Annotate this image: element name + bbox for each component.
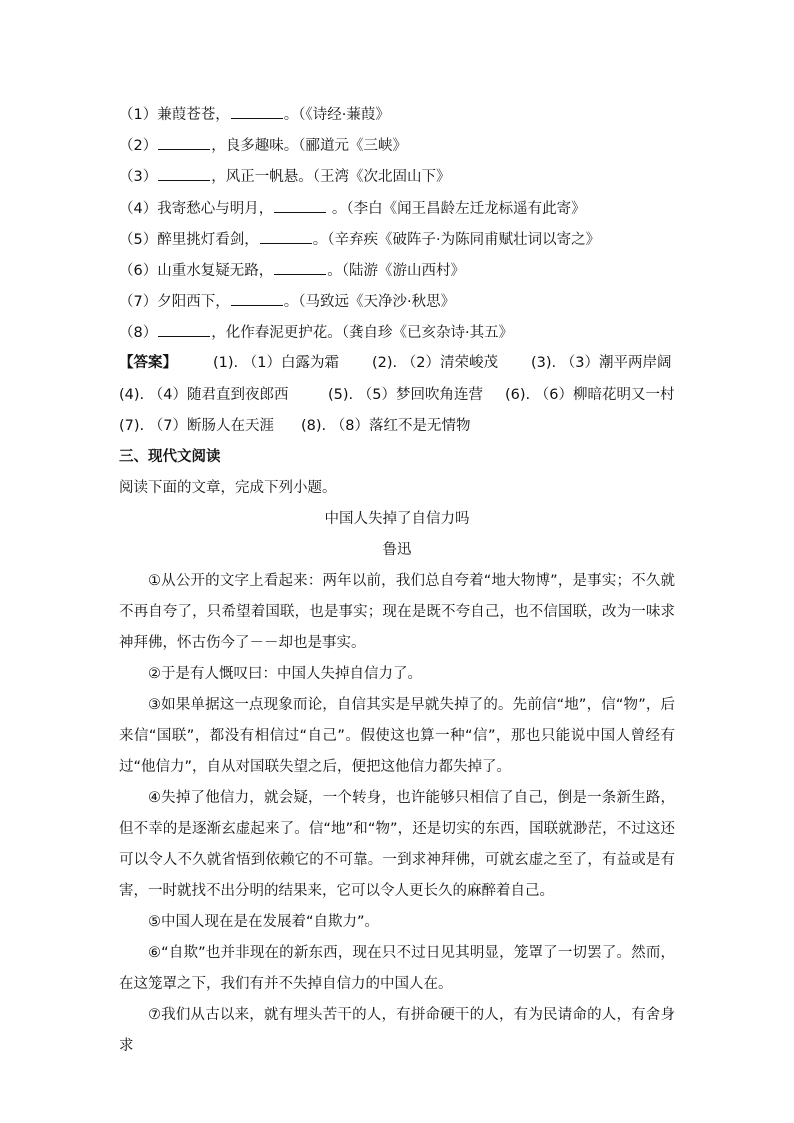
question-1: （1）兼葭苍苍， 。（《诗经·蒹葭》 [119, 104, 390, 125]
question-2: （2） ，良多趣味。（郦道元《三峡》 [119, 135, 407, 156]
answer-blank [158, 322, 210, 337]
answer-blank [158, 166, 210, 181]
answer-blank [274, 260, 326, 275]
answer-item: (4). （4）随君直到夜郎西 [119, 387, 289, 403]
question-4: （4）我寄愁心与明月， 。（李白《闻王昌龄左迁龙标遥有此寄》 [119, 198, 586, 219]
article-paragraph-3: ③如果单据这一点现象而论，自信其实是早就失掉了的。先前信“地”，信“物”，后来信“国联”，都没有相信过“自己”。假使这也算一种“信”，那也只能说中国人曾经有过“他信力”，自从对国联失望之后，便把这他信力都失掉了。 [119, 697, 675, 775]
answer-item: (7). （7）断肠人在天涯 [119, 418, 274, 434]
answer-item: (6). （6）柳暗花明又一村 [505, 387, 675, 403]
question-3: （3） ，风正一帆悬。（王湾《次北固山下》 [119, 166, 450, 187]
answer-item: (2). （2）清荣峻茂 [372, 355, 498, 371]
answer-item: (8). （8）落红不是无情物 [301, 418, 471, 434]
instruction: 阅读下面的文章，完成下列小题。 [119, 480, 337, 496]
answer-label: 【答案】 [119, 355, 177, 371]
article-paragraph-1: ①从公开的文字上看起来：两年以前，我们总自夸着“地大物博”，是事实；不久就不再自夸了，只希望着国联，也是事实；现在是既不夸自己，也不信国联，改为一味求神拜佛，怀古伤今了－－却也是事实。 [119, 573, 675, 651]
question-7: （7）夕阳西下， 。（马致远《天净沙·秋思》 [119, 291, 455, 312]
answer-item: (5). （5）梦回吹角连营 [328, 387, 483, 403]
question-6: （6）山重水复疑无路， 。（陆游《游山西村》 [119, 260, 465, 281]
article-paragraph-2: ②于是有人慨叹曰：中国人失掉自信力了。 [148, 666, 422, 682]
article-paragraph-4: ④失掉了他信力，就会疑，一个转身，也许能够只相信了自己，倒是一条新生路，但不幸的是逐渐玄虚起来了。信“地”和“物”，还是切实的东西，国联就渺茫，不过这还可以令人不久就省悟到依赖它的不可靠。一到求神拜佛，可就玄虚之至了，有益或是有害，一时就找不出分明的结果来，它可以令人更长久的麻醉着自己。 [119, 790, 675, 899]
answer-blank [158, 135, 210, 150]
article-paragraph-5: ⑤中国人现在是在发展着“自欺力”。 [148, 914, 380, 930]
question-8: （8） ，化作春泥更护花。（龚自珍《已亥杂诗·其五》 [119, 322, 513, 343]
answer-blank [274, 198, 326, 213]
answer-blank [231, 104, 283, 119]
question-5: （5）醉里挑灯看剑， 。（辛弃疾《破阵子·为陈同甫赋壮词以寄之》 [119, 229, 600, 250]
section-title: 三、现代文阅读 [119, 449, 221, 465]
article-author: 鲁迅 [382, 542, 412, 558]
answer-blank [260, 229, 312, 244]
answer-blank [231, 291, 283, 306]
answer-item: (3). （3）潮平两岸阔 [531, 355, 672, 371]
answer-item: (1). （1）白露为霜 [213, 355, 339, 371]
article-title: 中国人失掉了自信力吗 [324, 511, 470, 527]
article-paragraph-6: ⑥“自欺”也并非现在的新东西，现在只不过日见其明显，笼罩了一切罢了。然而，在这笼罩之下，我们有并不失掉自信力的中国人在。 [119, 945, 675, 992]
article-paragraph-7: ⑦我们从古以来，就有埋头苦干的人，有拼命硬干的人，有为民请命的人，有舍身求 [119, 1007, 675, 1054]
